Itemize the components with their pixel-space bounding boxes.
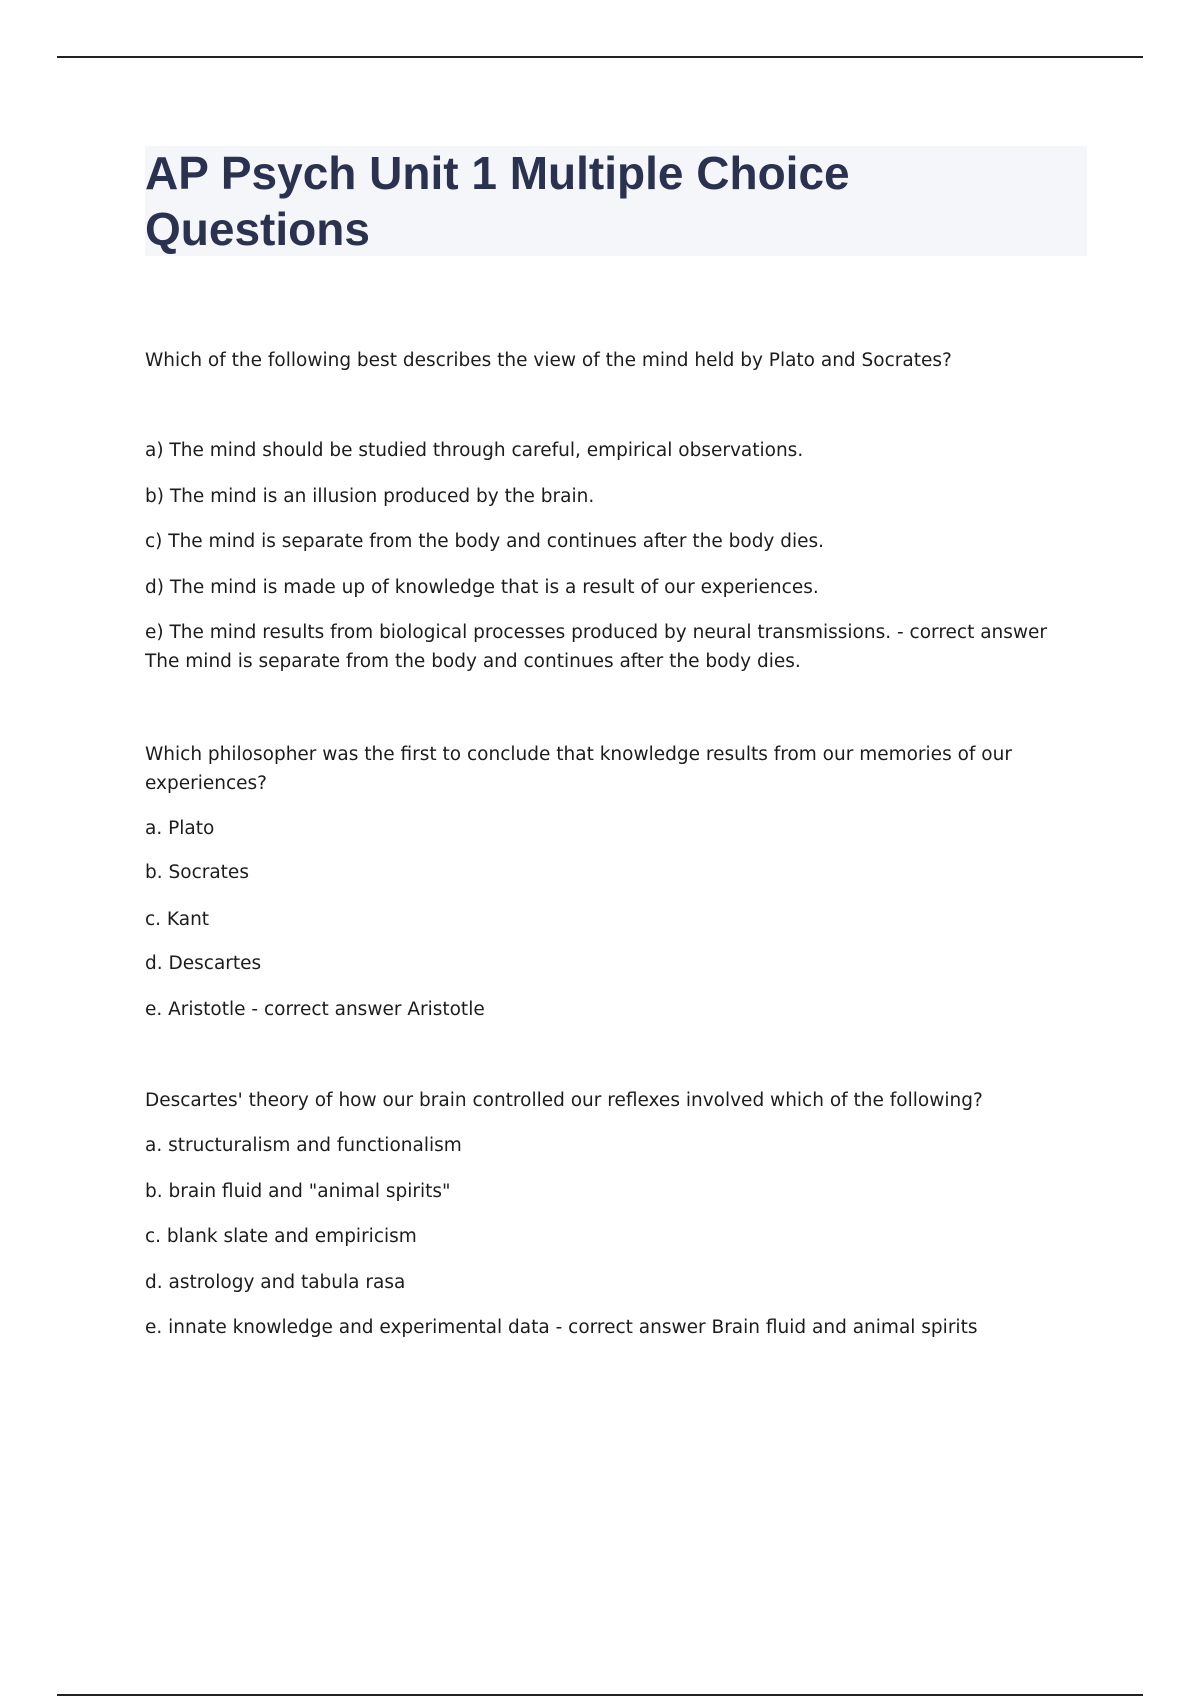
question-3-option-e: e. innate knowledge and experimental data - correct answer Brain fluid and animal spirits: [145, 1317, 978, 1338]
question-2-option-e: e. Aristotle - correct answer Aristotle: [145, 999, 485, 1020]
question-1-option-a: a) The mind should be studied through careful, empirical observations.: [145, 440, 804, 461]
bottom-rule: [57, 1694, 1143, 1696]
question-1-option-c: c) The mind is separate from the body and continues after the body dies.: [145, 531, 825, 552]
question-3-option-b: b. brain fluid and "animal spirits": [145, 1181, 451, 1202]
question-1-prompt: Which of the following best describes the view of the mind held by Plato and Socrates?: [145, 350, 952, 371]
question-1-option-e: e) The mind results from biological processes produced by neural transmissions. - correct answer The mind is separate from the body and continues after the body dies.: [145, 622, 1048, 672]
title-banner: [145, 146, 1087, 256]
question-3-prompt: Descartes' theory of how our brain controlled our reflexes involved which of the following?: [145, 1090, 983, 1111]
question-2-option-d: d. Descartes: [145, 953, 262, 974]
question-1-option-b: b) The mind is an illusion produced by the brain.: [145, 486, 595, 507]
question-2-prompt: Which philosopher was the first to conclude that knowledge results from our memories of our experiences?: [145, 744, 1012, 794]
question-2-option-c: c. Kant: [145, 909, 210, 930]
page-title: AP Psych Unit 1 Multiple Choice Questions: [145, 147, 850, 255]
question-3-option-d: d. astrology and tabula rasa: [145, 1272, 406, 1293]
top-rule: [57, 56, 1143, 58]
question-2-option-a: a. Plato: [145, 818, 215, 839]
question-3-option-c: c. blank slate and empiricism: [145, 1226, 417, 1247]
question-2-option-b: b. Socrates: [145, 862, 249, 883]
question-3-option-a: a. structuralism and functionalism: [145, 1135, 462, 1156]
question-1-option-d: d) The mind is made up of knowledge that is a result of our experiences.: [145, 577, 819, 598]
